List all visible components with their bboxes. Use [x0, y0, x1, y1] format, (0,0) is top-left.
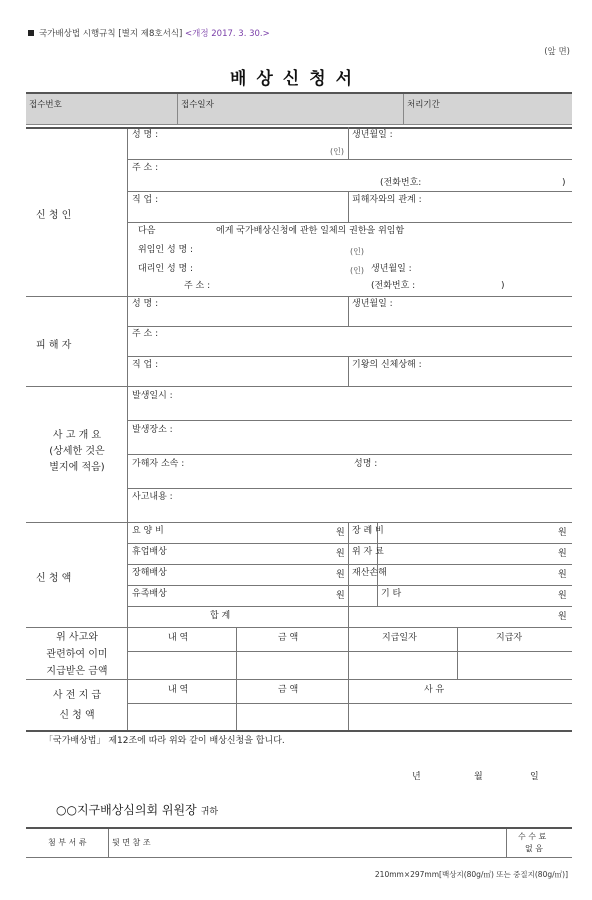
- perpetrator-name-label: 성명 :: [354, 459, 378, 469]
- accident-datetime-label: 발생일시 :: [132, 391, 173, 401]
- fee-value: 없 음: [525, 844, 543, 853]
- form-title: 배상신청서: [229, 69, 363, 89]
- advance-col-reason: 사 유: [424, 685, 445, 695]
- date-day: 일: [530, 772, 539, 782]
- victim-name-label: 성 명 :: [132, 299, 159, 309]
- applicant-birth-label: 생년월일 :: [352, 130, 393, 140]
- agent-seal: (인): [350, 266, 364, 275]
- applicant-job-label: 직 업 :: [132, 195, 159, 205]
- attachments-table: [26, 827, 572, 858]
- applicant-relation-label: 피해자와의 관계 :: [352, 195, 422, 205]
- delegation-text: 에게 국가배상신청에 관한 일체의 권한을 위임함: [216, 226, 405, 236]
- won-unit: 원: [558, 549, 567, 559]
- claim-item-property: 재산손해: [352, 568, 387, 578]
- won-unit: 원: [336, 549, 345, 559]
- applicant-seal: (인): [330, 147, 344, 156]
- victim-job-label: 직 업 :: [132, 360, 159, 370]
- accident-place-label: 발생장소 :: [132, 425, 173, 435]
- won-unit: 원: [336, 591, 345, 601]
- processing-period-label: 처리기간: [407, 100, 440, 110]
- victim-section-label: 피 해 자: [36, 340, 72, 351]
- perpetrator-affiliation-label: 가해자 소속 :: [132, 459, 185, 469]
- addressee-name: ○○지구배상심의회 위원장: [56, 803, 197, 817]
- fee-label: 수 수 료: [518, 832, 547, 841]
- receipt-bar: [26, 92, 572, 125]
- accident-section-label: 사 고 개 요 (상세한 것은 별지에 적음): [49, 430, 105, 473]
- claim-item-lost-work: 휴업배상: [132, 547, 167, 557]
- applicant-phone-label: (전화번호:: [380, 178, 422, 188]
- receipt-number-label: 접수번호: [29, 100, 62, 110]
- agent-phone-close: ): [501, 281, 505, 291]
- received-col-amount: 금 액: [278, 633, 299, 643]
- received-col-detail: 내 역: [168, 633, 189, 643]
- claim-item-medical: 요 양 비: [132, 526, 164, 536]
- declaration-text: 「국가배상법」 제12조에 따라 위와 같이 배상신청을 합니다.: [44, 736, 285, 746]
- revision-note: <개정 2017. 3. 30.>: [185, 29, 270, 39]
- victim-address-label: 주 소 :: [132, 329, 159, 339]
- won-unit: 원: [558, 591, 567, 601]
- applicant-phone-close: ): [562, 178, 566, 188]
- accident-content-label: 사고내용 :: [132, 492, 173, 502]
- square-bullet-icon: [28, 30, 34, 36]
- received-col-payer: 지급자: [496, 633, 523, 643]
- date-month: 월: [474, 772, 483, 782]
- applicant-address-label: 주 소 :: [132, 163, 159, 173]
- received-col-date: 지급일자: [382, 633, 417, 643]
- claim-item-disability: 장해배상: [132, 568, 167, 578]
- claim-item-consolation: 위 자 료: [352, 547, 384, 557]
- attachments-label: 첨 부 서 류: [48, 838, 87, 847]
- claim-item-funeral: 장 례 비: [352, 526, 384, 536]
- victim-birth-label: 생년월일 :: [352, 299, 393, 309]
- addressee: [56, 801, 218, 818]
- agent-birth-label: 생년월일 :: [371, 264, 412, 274]
- form-reference: [28, 27, 270, 39]
- victim-history-label: 기왕의 신체상해 :: [352, 360, 422, 370]
- delegation-prefix: 다음: [138, 226, 156, 236]
- advance-col-amount: 금 액: [278, 685, 299, 695]
- won-unit: 원: [558, 528, 567, 538]
- claim-section-label: 신 청 액: [36, 573, 72, 584]
- delegator-name-label: 위임인 성 명 :: [138, 245, 194, 255]
- claim-item-other: 기 타: [381, 589, 402, 599]
- applicant-name-label: 성 명 :: [132, 130, 159, 140]
- applicant-section-label: 신 청 인: [36, 210, 72, 221]
- claim-total-label: 합 계: [210, 611, 231, 621]
- won-unit: 원: [558, 570, 567, 580]
- date-year: 년: [412, 772, 421, 782]
- rule-name: 국가배상법 시행규칙 [별지 제8호서식]: [39, 29, 183, 39]
- won-unit: 원: [336, 570, 345, 580]
- received-section-label: 위 사고와 관련하여 이미 지급받은 금액: [46, 632, 108, 677]
- won-unit: 원: [558, 612, 567, 622]
- receipt-date-label: 접수일자: [181, 100, 214, 110]
- advance-section-label: 사 전 지 급 신 청 액: [52, 690, 102, 721]
- claim-item-bereaved: 유족배상: [132, 589, 167, 599]
- agent-phone-label: (전화번호 :: [371, 281, 416, 291]
- won-unit: 원: [336, 528, 345, 538]
- addressee-suffix: 귀하: [200, 807, 219, 817]
- delegator-seal: (인): [350, 247, 364, 256]
- paper-spec: 210mm×297mm[백상지(80g/㎡) 또는 중질지(80g/㎡)]: [374, 870, 568, 879]
- advance-col-detail: 내 역: [168, 685, 189, 695]
- attachments-value: 뒷 면 참 조: [112, 838, 151, 847]
- agent-address-label: 주 소 :: [184, 281, 211, 291]
- front-page-mark: (앞 면): [544, 47, 570, 57]
- agent-name-label: 대리인 성 명 :: [138, 264, 194, 274]
